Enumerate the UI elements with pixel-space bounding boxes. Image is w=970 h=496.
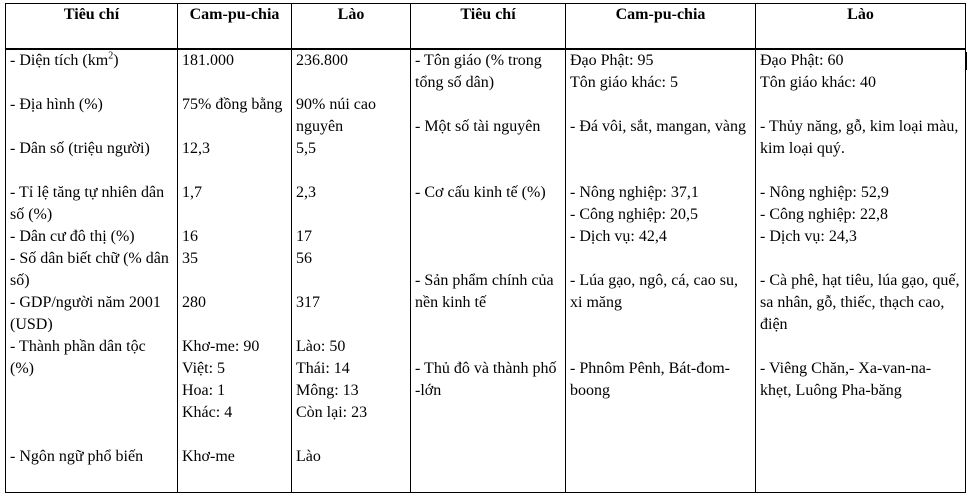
header-laos-left: Lào bbox=[292, 4, 411, 50]
cambodia-ethnic-khmer: Khơ-me: 90 bbox=[182, 338, 260, 355]
criterion-gdp: - GDP/người năm 2001 (USD) bbox=[10, 294, 161, 333]
cambodia-capital-cities: - Phnôm Pênh, Bát-đom-boong bbox=[570, 360, 730, 399]
cambodia-growth-rate: 1,7 bbox=[182, 184, 202, 201]
cambodia-urban-population: 16 bbox=[182, 228, 198, 245]
laos-urban-population: 17 bbox=[296, 228, 312, 245]
cambodia-resources: - Đá vôi, sắt, mangan, vàng bbox=[570, 118, 746, 135]
cambodia-gdp: 280 bbox=[182, 294, 206, 311]
left-cambodia-column bbox=[178, 49, 292, 493]
laos-terrain: 90% núi cao nguyên bbox=[296, 96, 376, 135]
criterion-language: - Ngôn ngữ phổ biến bbox=[10, 448, 144, 465]
laos-ethnic-thai: Thái: 14 bbox=[296, 360, 350, 377]
cambodia-main-products: - Lúa gạo, ngô, cá, cao su, xi măng bbox=[570, 272, 738, 311]
area-label-pre: - Diện tích (km bbox=[10, 52, 109, 69]
cambodia-literacy: 35 bbox=[182, 250, 198, 267]
criterion-urban-population: - Dân cư đô thị (%) bbox=[10, 228, 135, 245]
laos-industry: - Công nghiệp: 22,8 bbox=[760, 206, 888, 223]
laos-literacy: 56 bbox=[296, 250, 312, 267]
cambodia-agriculture: - Nông nghiệp: 37,1 bbox=[570, 184, 699, 201]
right-cambodia-column bbox=[566, 49, 756, 493]
laos-economic-structure bbox=[760, 182, 961, 270]
cambodia-population: 12,3 bbox=[182, 140, 210, 157]
criterion-terrain: - Địa hình (%) bbox=[10, 96, 103, 113]
criterion-ethnic-groups: - Thành phần dân tộc (%) bbox=[10, 338, 146, 377]
laos-religion bbox=[760, 50, 961, 116]
left-criteria-column bbox=[6, 49, 178, 493]
cambodia-ethnic-other: Khác: 4 bbox=[182, 404, 233, 421]
cambodia-language: Khơ-me bbox=[182, 448, 235, 465]
laos-agriculture: - Nông nghiệp: 52,9 bbox=[760, 184, 889, 201]
cambodia-economic-structure bbox=[570, 182, 751, 270]
laos-religion-other: Tôn giáo khác: 40 bbox=[760, 74, 876, 91]
header-criteria-left: Tiêu chí bbox=[6, 4, 178, 50]
area-label-superscript: 2 bbox=[108, 50, 114, 62]
left-laos-column bbox=[292, 49, 411, 493]
criterion-main-products: - Sản phẩm chính của nền kinh tế bbox=[415, 272, 554, 311]
comparison-table bbox=[5, 3, 966, 493]
laos-resources: - Thủy năng, gỗ, kim loại màu, kim loại quý. bbox=[760, 118, 959, 157]
criterion-area bbox=[10, 50, 173, 94]
laos-ethnic-other: Còn lại: 23 bbox=[296, 404, 368, 421]
cambodia-area: 181.000 bbox=[182, 52, 234, 69]
laos-religion-buddhism: Đạo Phật: 60 bbox=[760, 52, 844, 69]
cambodia-ethnic-hoa: Hoa: 1 bbox=[182, 382, 226, 399]
laos-growth-rate: 2,3 bbox=[296, 184, 316, 201]
laos-main-products: - Cà phê, hạt tiêu, lúa gạo, quế, sa nhân, gỗ, thiếc, thạch cao, điện bbox=[760, 272, 960, 333]
criterion-literacy: - Số dân biết chữ (% dân số) bbox=[10, 250, 169, 289]
criterion-growth-rate: - Tỉ lệ tăng tự nhiên dân số (%) bbox=[10, 184, 165, 223]
criterion-economic-structure: - Cơ cấu kinh tế (%) bbox=[415, 184, 546, 201]
criterion-resources: - Một số tài nguyên bbox=[415, 118, 541, 135]
criterion-religion: - Tôn giáo (% trong tổng số dân) bbox=[415, 52, 542, 91]
comparison-sheet bbox=[5, 3, 965, 493]
cambodia-religion-other: Tôn giáo khác: 5 bbox=[570, 74, 678, 91]
header-laos-right: Lào bbox=[756, 4, 966, 50]
cambodia-terrain: 75% đồng bằng bbox=[182, 96, 283, 113]
laos-capital-cities: - Viêng Chăn,- Xa-van-na-khẹt, Luông Pha-băng bbox=[760, 360, 932, 399]
criterion-capital-cities: - Thủ đô và thành phố -lớn bbox=[415, 360, 557, 399]
header-cambodia-right: Cam-pu-chia bbox=[566, 4, 756, 50]
cambodia-religion bbox=[570, 50, 751, 116]
header-criteria-right: Tiêu chí bbox=[411, 4, 566, 50]
area-label-post: ) bbox=[113, 52, 119, 69]
edge-tick-mark bbox=[966, 52, 967, 70]
cambodia-ethnic-groups bbox=[182, 336, 287, 446]
laos-gdp: 317 bbox=[296, 294, 320, 311]
laos-ethnic-lao: Lào: 50 bbox=[296, 338, 346, 355]
laos-language: Lào bbox=[296, 448, 321, 465]
laos-population: 5,5 bbox=[296, 140, 316, 157]
cambodia-industry: - Công nghiệp: 20,5 bbox=[570, 206, 698, 223]
cambodia-ethnic-viet: Việt: 5 bbox=[182, 360, 226, 377]
cambodia-religion-buddhism: Đạo Phật: 95 bbox=[570, 52, 654, 69]
header-row bbox=[6, 4, 966, 50]
laos-area: 236.800 bbox=[296, 52, 348, 69]
criterion-population: - Dân số (triệu người) bbox=[10, 140, 150, 157]
header-cambodia-left: Cam-pu-chia bbox=[178, 4, 292, 50]
laos-ethnic-hmong: Mông: 13 bbox=[296, 382, 359, 399]
laos-ethnic-groups bbox=[296, 336, 406, 446]
cambodia-services: - Dịch vụ: 42,4 bbox=[570, 228, 667, 245]
body-row bbox=[6, 49, 966, 493]
right-laos-column bbox=[756, 49, 966, 493]
right-criteria-column bbox=[411, 49, 566, 493]
laos-services: - Dịch vụ: 24,3 bbox=[760, 228, 857, 245]
